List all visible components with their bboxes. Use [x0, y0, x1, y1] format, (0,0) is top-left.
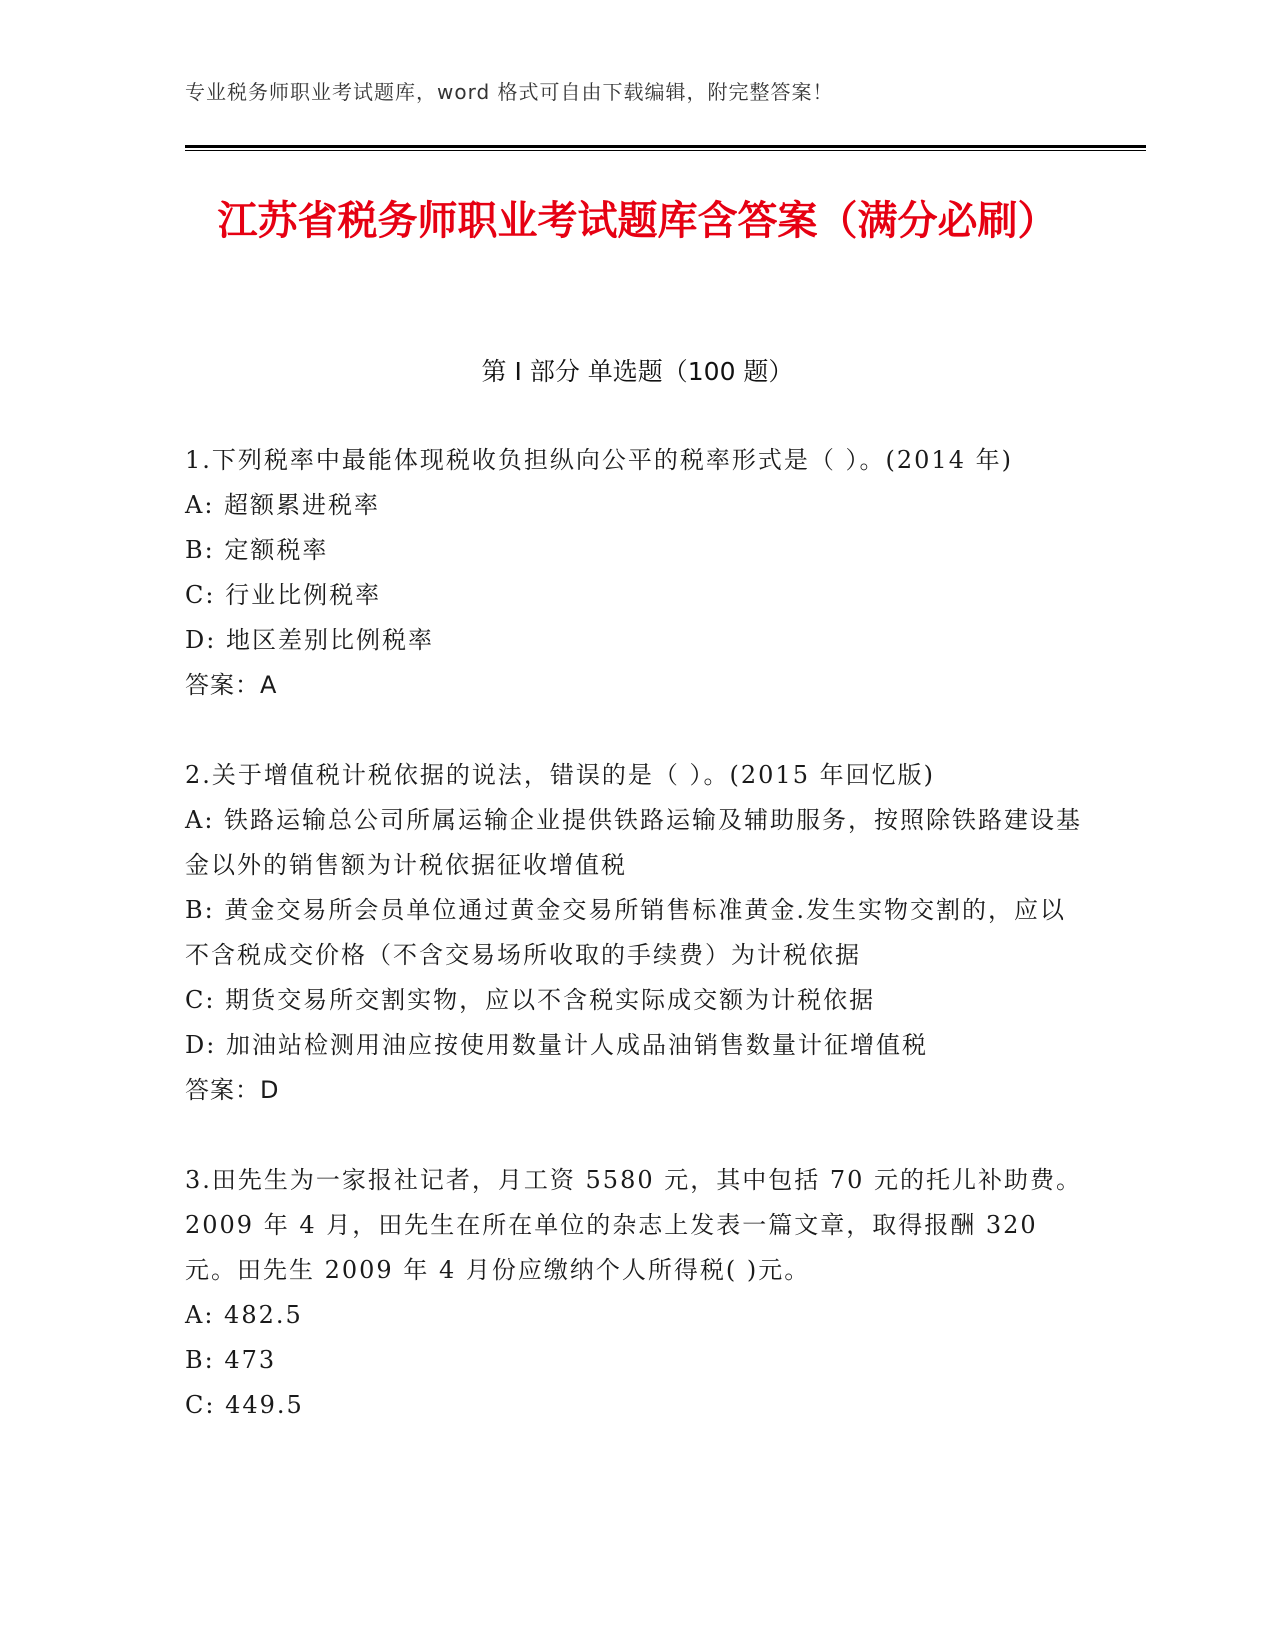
question-2 [185, 753, 1090, 1113]
option-d: D: 加油站检测用油应按使用数量计人成品油销售数量计征增值税 [185, 1031, 928, 1059]
question-stem: 2.关于增值税计税依据的说法，错误的是（ ）。(2015 年回忆版) [185, 761, 935, 789]
option-d: D: 地区差别比例税率 [185, 626, 434, 654]
question-1 [185, 438, 1090, 708]
option-a: A: 铁路运输总公司所属运输企业提供铁路运输及辅助服务，按照除铁路建设基金以外的销售额为计税依据征收增值税 [185, 806, 1083, 879]
answer: 答案：A [185, 671, 278, 699]
question-stem: 1.下列税率中最能体现税收负担纵向公平的税率形式是（ ）。(2014 年) [185, 446, 1013, 474]
question-stem: 3.田先生为一家报社记者，月工资 5580 元，其中包括 70 元的托儿补助费。2009 年 4 月，田先生在所在单位的杂志上发表一篇文章，取得报酬 320 元。田先生 2009 年 4 月份应缴纳个人所得税( )元。 [185, 1166, 1083, 1284]
header-rule-thin [185, 150, 1146, 151]
option-b: B: 定额税率 [185, 536, 329, 564]
option-c: C: 449.5 [185, 1391, 304, 1419]
section-title: 第 I 部分 单选题（100 题） [481, 357, 794, 386]
option-c: C: 行业比例税率 [185, 581, 382, 609]
option-c: C: 期货交易所交割实物，应以不含税实际成交额为计税依据 [185, 986, 876, 1014]
document-title: 江苏省税务师职业考试题库含答案（满分必刷） [217, 198, 1058, 244]
header-note: 专业税务师职业考试题库，word 格式可自由下载编辑，附完整答案！ [185, 80, 834, 104]
question-3 [185, 1158, 1090, 1428]
answer: 答案：D [185, 1076, 280, 1104]
option-a: A: 482.5 [185, 1301, 303, 1329]
option-b: B: 473 [185, 1346, 277, 1374]
question-list [185, 438, 1090, 1473]
option-a: A: 超额累进税率 [185, 491, 381, 519]
option-b: B: 黄金交易所会员单位通过黄金交易所销售标准黄金.发生实物交割的，应以不含税成交价格（不含交易场所收取的手续费）为计税依据 [185, 896, 1066, 969]
header-rule [185, 145, 1146, 148]
